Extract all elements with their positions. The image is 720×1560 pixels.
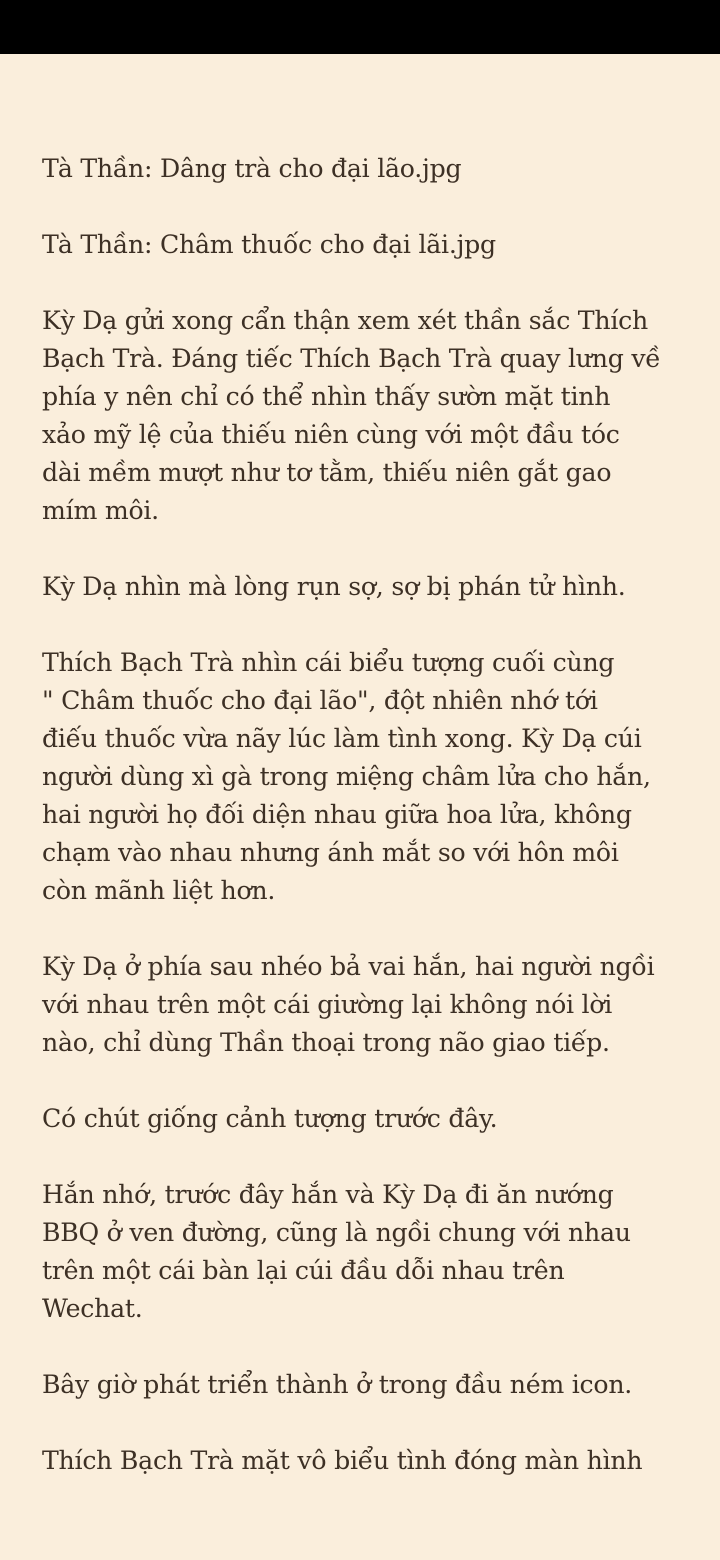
paragraph: Kỳ Dạ nhìn mà lòng rụn sợ, sợ bị phán tử hình. — [42, 572, 626, 601]
paragraph: Tà Thần: Dâng trà cho đại lão.jpg — [42, 154, 462, 183]
paragraph: Bây giờ phát triển thành ở trong đầu ném icon. — [42, 1370, 633, 1399]
paragraph: Tà Thần: Châm thuốc cho đại lãi.jpg — [42, 230, 496, 259]
chapter-text — [42, 150, 668, 1518]
paragraph: Thích Bạch Trà nhìn cái biểu tượng cuối cùng " Châm thuốc cho đại lão", đột nhiên nhớ tới điếu thuốc vừa nãy lúc làm tình xong. Kỳ Dạ cúi người dùng xì gà trong miệng châm lửa cho hắn, hai người họ đối diện nhau giữa hoa lửa, không chạm vào nhau nhưng ánh mắt so với hôn môi còn mãnh liệt hơn. — [42, 648, 651, 905]
paragraph: Thích Bạch Trà mặt vô biểu tình đóng màn hình — [42, 1446, 643, 1475]
paragraph: Kỳ Dạ gửi xong cẩn thận xem xét thần sắc Thích Bạch Trà. Đáng tiếc Thích Bạch Trà quay lưng về phía y nên chỉ có thể nhìn thấy sườn mặt tinh xảo mỹ lệ của thiếu niên cùng với một đầu tóc dài mềm mượt như tơ tằm, thiếu niên gắt gao mím môi. — [42, 306, 661, 525]
paragraph: Có chút giống cảnh tượng trước đây. — [42, 1104, 498, 1133]
reader-page[interactable] — [0, 54, 720, 1560]
paragraph: Hắn nhớ, trước đây hắn và Kỳ Dạ đi ăn nướng BBQ ở ven đường, cũng là ngồi chung với nhau trên một cái bàn lại cúi đầu dỗi nhau trên Wechat. — [42, 1180, 631, 1323]
paragraph: Kỳ Dạ ở phía sau nhéo bả vai hắn, hai người ngồi với nhau trên một cái giường lại không nói lời nào, chỉ dùng Thần thoại trong não giao tiếp. — [42, 952, 655, 1057]
status-bar — [0, 0, 720, 54]
